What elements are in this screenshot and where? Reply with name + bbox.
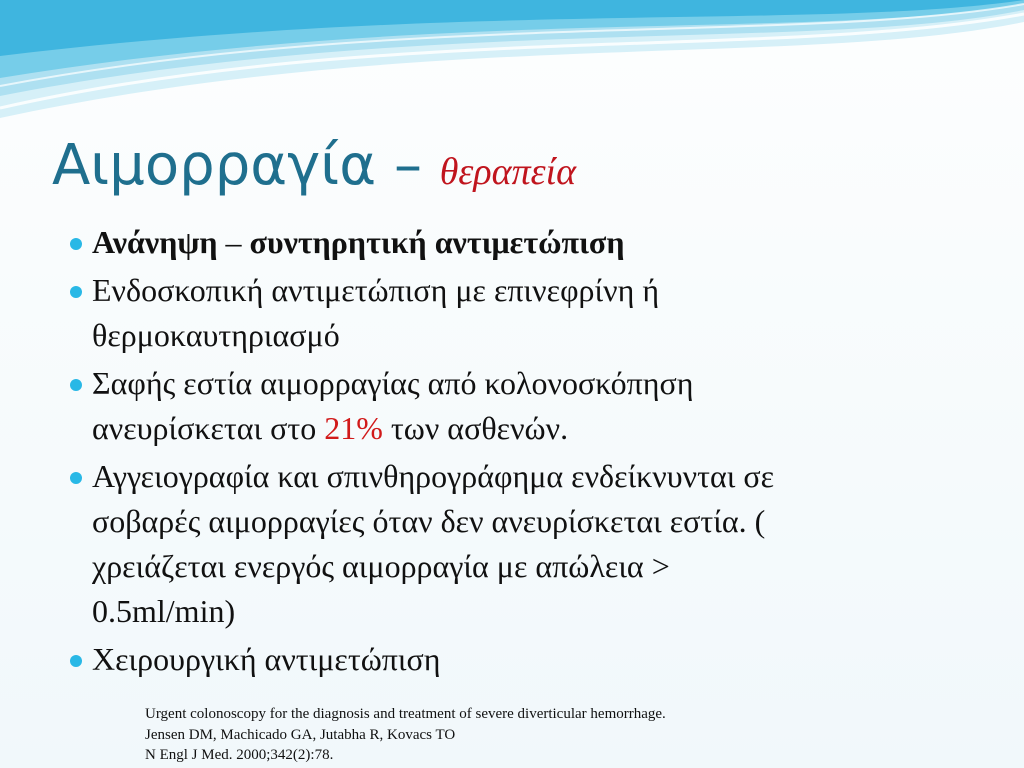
- highlight-percentage: 21%: [324, 410, 383, 446]
- title-main: Αιμορραγία –: [52, 133, 440, 198]
- bullet-dot-icon: [70, 238, 82, 250]
- bullet-line: 0.5ml/min): [92, 593, 236, 629]
- header-wave-decoration: [0, 0, 1024, 130]
- reference-authors: Jensen DM, Machicado GA, Jutabha R, Kovacs TO: [145, 726, 456, 743]
- bullet-dot-icon: [70, 286, 82, 298]
- bullet-line: θερμοκαυτηριασμό: [92, 317, 340, 353]
- bullet-item: [70, 361, 970, 451]
- bullet-dot-icon: [70, 472, 82, 484]
- bullet-list: [70, 220, 970, 685]
- bullet-line: Σαφής εστία αιμορραγίας από κολονοσκόπηση: [92, 365, 694, 401]
- bullet-line: χρειάζεται ενεργός αιμορραγία με απώλεια >: [92, 548, 670, 584]
- bullet-item: [70, 454, 970, 634]
- bullet-line: σοβαρές αιμορραγίες όταν δεν ανευρίσκεται εστία. (: [92, 503, 766, 539]
- bullet-line: Χειρουργική αντιμετώπιση: [92, 641, 441, 677]
- bullet-line: των ασθενών.: [382, 410, 569, 446]
- bullet-item: [70, 268, 970, 358]
- reference-title: Urgent colonoscopy for the diagnosis and treatment of severe diverticular hemorrhage.: [145, 706, 666, 722]
- bullet-item: [70, 637, 970, 682]
- bullet-line: Αγγειογραφία και σπινθηρογράφημα ενδείκνυνται σε: [92, 458, 774, 494]
- bullet-separator: –: [217, 224, 250, 260]
- reference-citation: [145, 704, 965, 766]
- bullet-item: [70, 220, 970, 265]
- title-accent: θεραπεία: [439, 151, 577, 193]
- bullet-dot-icon: [70, 379, 82, 391]
- bullet-text-bold: Ανάνηψη: [92, 224, 218, 260]
- bullet-text-bold: συντηρητική αντιμετώπιση: [249, 224, 625, 260]
- bullet-line: ανευρίσκεται στο: [92, 410, 325, 446]
- bullet-line: Ενδοσκοπική αντιμετώπιση με επινεφρίνη ή: [92, 272, 660, 308]
- bullet-dot-icon: [70, 655, 82, 667]
- slide-title: [52, 124, 992, 214]
- reference-journal: N Engl J Med. 2000;342(2):78.: [145, 747, 334, 763]
